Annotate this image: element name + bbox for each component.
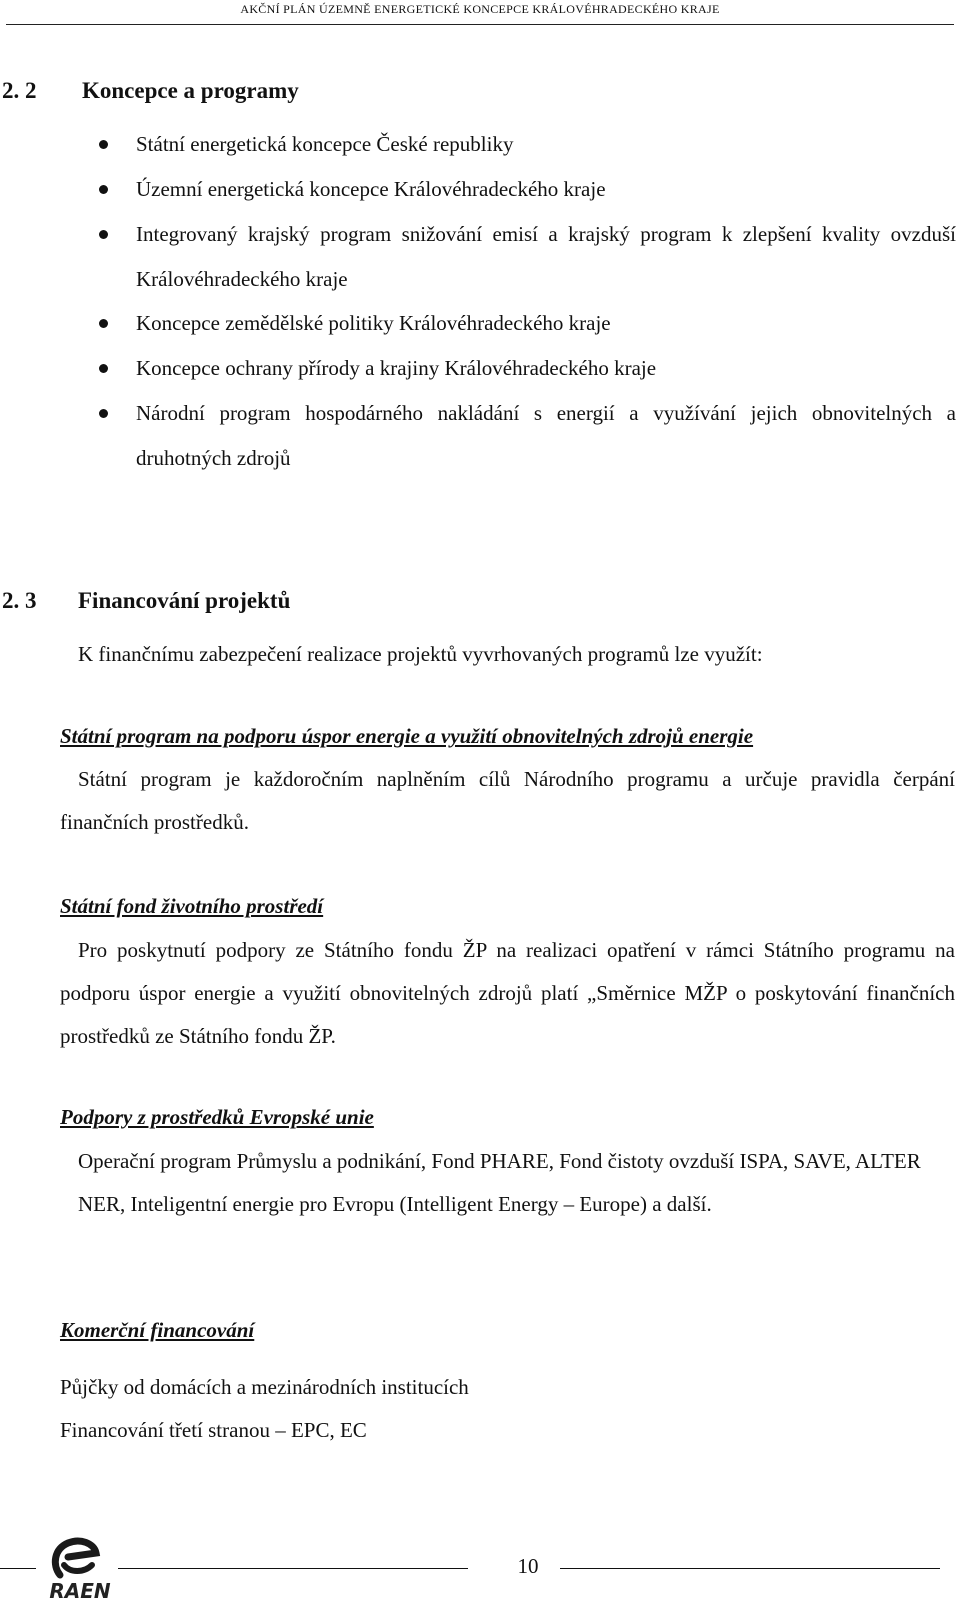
- subsection-text: Státní program je každoročním naplněním cílů Národního programu a určuje pravidla čerpání finančních prostředků.: [60, 767, 955, 834]
- footer-rule-middle: [118, 1568, 468, 1569]
- raen-logo: [38, 1535, 122, 1605]
- subsection-text: Pro poskytnutí podpory ze Státního fondu ŽP na realizaci opatření v rámci Státního programu na podporu úspor energie a využití obnovitelných zdrojů platí „Směrnice MŽP o poskytování finančních prostředků ze Státního fondu ŽP.: [60, 938, 955, 1048]
- page-number: 10: [517, 1554, 539, 1578]
- subsection-text: Operační program Průmyslu a podnikání, Fond PHARE, Fond čistoty ovzduší ISPA, SAVE, ALTER NER, Inteligentní energie pro Evropu (Intelligent Energy – Europe) a další.: [78, 1149, 921, 1216]
- footer-rule-left: [0, 1568, 36, 1569]
- bullet-icon: [99, 185, 108, 194]
- section-title: Koncepce a programy: [82, 78, 299, 103]
- bullet-icon: [99, 409, 108, 418]
- subsection-title: Státní program na podporu úspor energie a využití obnovitelných zdrojů energie: [60, 724, 754, 748]
- list-item: Národní program hospodárného nakládání s energií a využívání jejich obnovitelných a druhotných zdrojů: [136, 401, 956, 470]
- list-item: Integrovaný krajský program snižování emisí a krajský program k zlepšení kvality ovzduší Královéhradeckého kraje: [136, 222, 956, 291]
- subsection-title: Podpory z prostředků Evropské unie: [60, 1105, 374, 1129]
- list-item: Územní energetická koncepce Královéhradeckého kraje: [136, 177, 606, 201]
- bullet-icon: [99, 364, 108, 373]
- header-rule: [6, 24, 954, 25]
- bullet-icon: [99, 319, 108, 328]
- list-item: Státní energetická koncepce České republiky: [136, 132, 514, 156]
- bullet-icon: [99, 140, 108, 149]
- logo-text: RAEN: [49, 1579, 111, 1603]
- running-header: AKČNÍ PLÁN ÚZEMNĚ ENERGETICKÉ KONCEPCE KRÁLOVÉHRADECKÉHO KRAJE: [240, 2, 720, 16]
- bullet-icon: [99, 230, 108, 239]
- section-2-2-heading: [2, 78, 299, 104]
- subsection-line: Půjčky od domácích a mezinárodních institucích: [60, 1375, 469, 1399]
- section-number: 2. 3: [2, 588, 37, 613]
- section-title: Financování projektů: [78, 588, 291, 613]
- subsection-title: Státní fond životního prostředí: [60, 894, 324, 918]
- raen-logo-icon: [38, 1535, 122, 1583]
- section-number: 2. 2: [2, 78, 37, 103]
- footer-rule-right: [560, 1568, 940, 1569]
- list-item: Koncepce zemědělské politiky Královéhradeckého kraje: [136, 311, 611, 335]
- list-item: Koncepce ochrany přírody a krajiny Královéhradeckého kraje: [136, 356, 657, 380]
- section-intro: K finančnímu zabezpečení realizace projektů vyvrhovaných programů lze využít:: [78, 642, 763, 666]
- section-2-3-heading: [2, 588, 290, 614]
- subsection-line: Financování třetí stranou – EPC, EC: [60, 1418, 367, 1442]
- subsection-title: Komerční financování: [60, 1318, 255, 1342]
